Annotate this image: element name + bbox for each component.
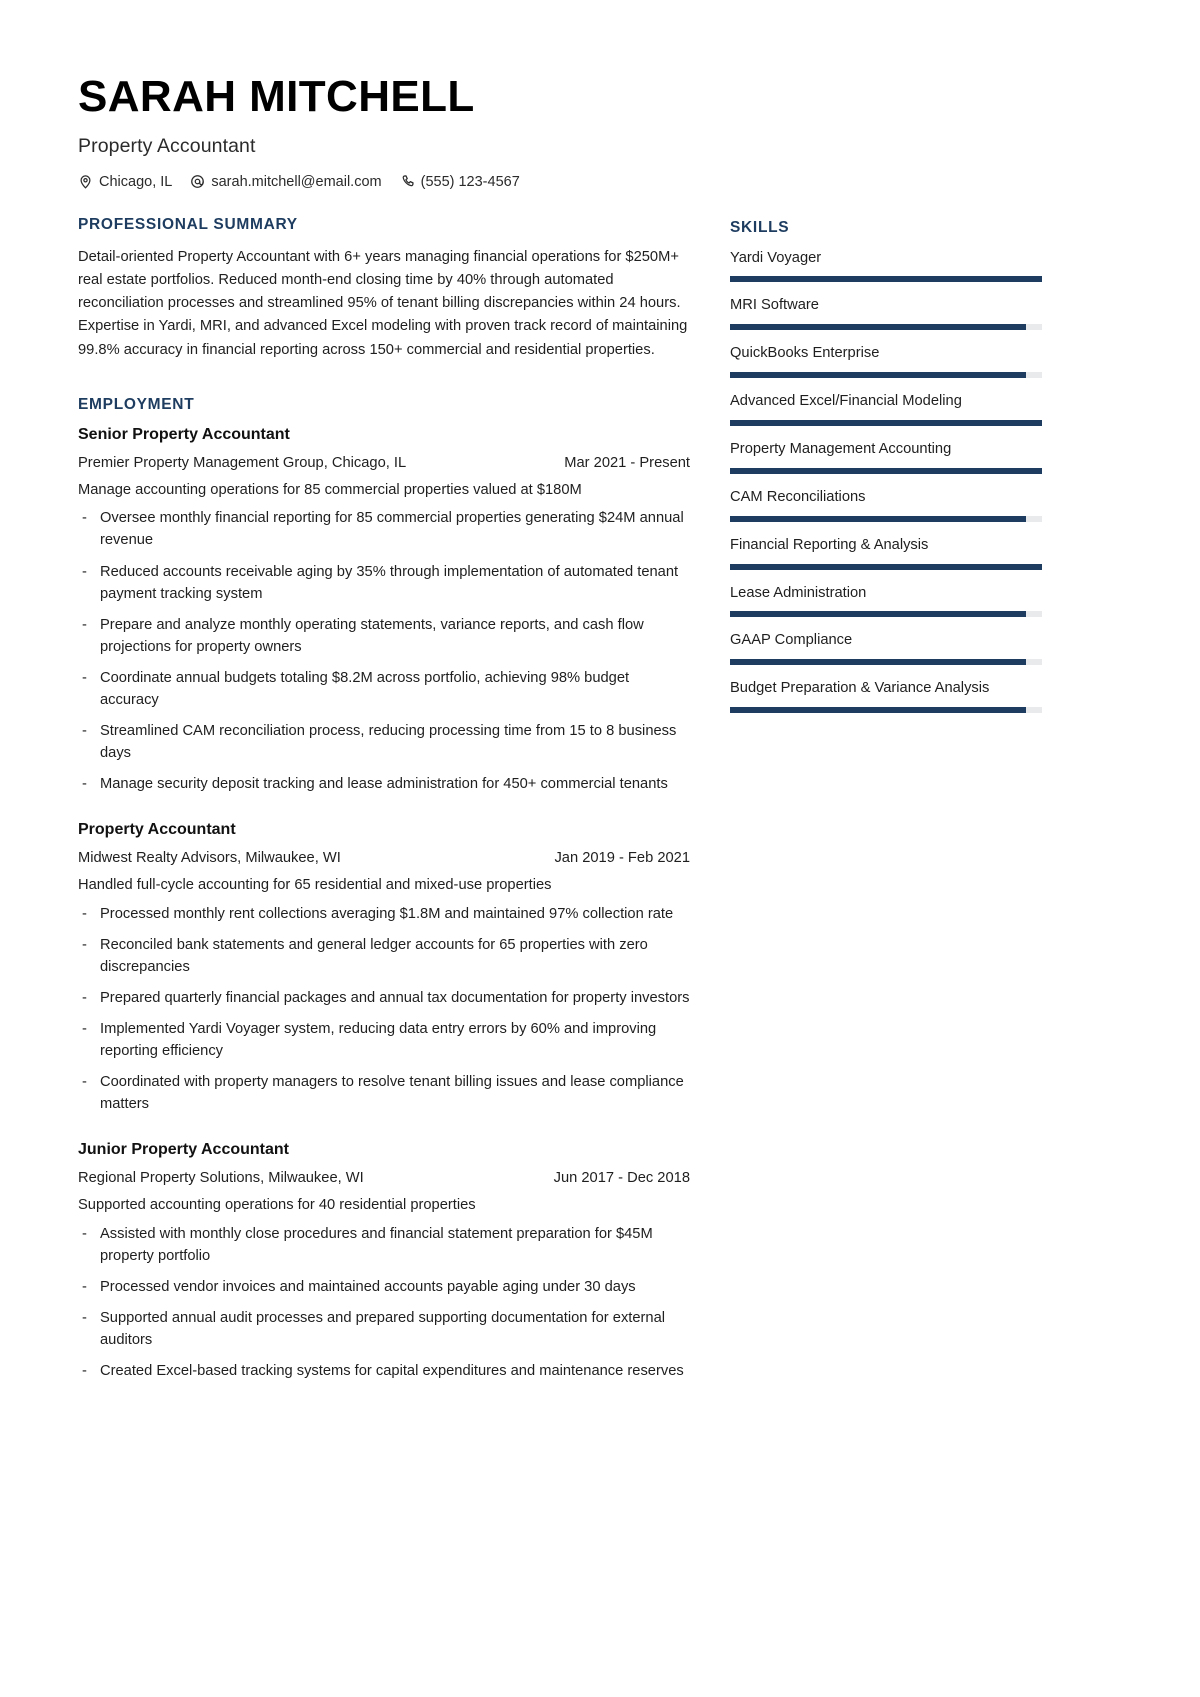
job-bullet: [78, 507, 690, 551]
skill-item: [730, 488, 1042, 522]
bullet-text: Supported annual audit processes and prepared supporting documentation for external auditors: [100, 1309, 666, 1348]
skill-level-bar: [730, 276, 1042, 282]
bullet-dash-icon: -: [82, 1278, 87, 1295]
bullet-text: Implemented Yardi Voyager system, reducing data entry errors by 60% and improving reporting efficiency: [100, 1020, 657, 1059]
skill-name: Advanced Excel/Financial Modeling: [730, 393, 962, 410]
job-bullet: [78, 987, 690, 1009]
skill-list: [730, 249, 1042, 713]
skill-level-bar: [730, 516, 1042, 522]
job-meta: [78, 1167, 690, 1189]
skill-level-bar: [730, 324, 1042, 330]
bullet-dash-icon: -: [82, 936, 87, 953]
skill-item: [730, 249, 1042, 283]
skill-item: [730, 584, 1042, 618]
bullet-text: Manage security deposit tracking and lease administration for 450+ commercial tenants: [100, 775, 668, 792]
job-bullet: [78, 1018, 690, 1062]
skill-level-bar: [730, 420, 1042, 426]
job-bullet-list: [78, 903, 690, 1115]
at-sign-icon: [190, 174, 205, 189]
skill-level-bar: [730, 611, 1042, 617]
skill-level-fill: [730, 468, 1042, 474]
right-column: [730, 216, 1042, 747]
candidate-name: SARAH MITCHELL: [78, 72, 475, 121]
skill-name: GAAP Compliance: [730, 632, 853, 649]
skill-name: MRI Software: [730, 297, 819, 314]
resume-body: [78, 216, 1122, 1382]
skill-name: Yardi Voyager: [730, 249, 822, 266]
bullet-dash-icon: -: [82, 989, 87, 1006]
location-pin-icon: [78, 174, 93, 189]
bullet-text: Processed vendor invoices and maintained accounts payable aging under 30 days: [100, 1278, 636, 1295]
skill-item: [730, 679, 1042, 713]
job-meta: [78, 452, 690, 474]
bullet-text: Oversee monthly financial reporting for 85 commercial properties generating $24M annual revenue: [100, 510, 684, 549]
job-bullet-list: [78, 507, 690, 795]
contact-phone[interactable]: [400, 174, 520, 190]
section-employment: [78, 396, 690, 1382]
contact-email[interactable]: [190, 174, 381, 190]
skill-level-fill: [730, 276, 1042, 282]
skill-level-fill: [730, 420, 1042, 426]
skill-item: [730, 392, 1042, 426]
job-bullet: [78, 561, 690, 605]
bullet-text: Prepare and analyze monthly operating statements, variance reports, and cash flow projections for property owners: [100, 616, 644, 655]
bullet-dash-icon: -: [82, 1309, 87, 1326]
job-bullet: [78, 667, 690, 711]
bullet-dash-icon: -: [82, 669, 87, 686]
job-entry: [78, 821, 690, 1115]
bullet-text: Coordinate annual budgets totaling $8.2M across portfolio, achieving 98% budget accuracy: [100, 669, 630, 708]
job-bullet: [78, 773, 690, 795]
skill-level-fill: [730, 516, 1026, 522]
section-professional-summary: [78, 216, 690, 362]
bullet-dash-icon: -: [82, 722, 87, 739]
job-summary: Manage accounting operations for 85 commercial properties valued at $180M: [78, 482, 582, 499]
email-text: sarah.mitchell@email.com: [211, 173, 382, 190]
section-heading-employment: EMPLOYMENT: [78, 395, 195, 413]
job-company: Regional Property Solutions, Milwaukee, WI: [78, 1169, 364, 1186]
job-bullet: [78, 614, 690, 658]
job-bullet: [78, 1276, 690, 1298]
skill-level-fill: [730, 659, 1026, 665]
job-bullet: [78, 934, 690, 978]
job-bullet-list: [78, 1223, 690, 1382]
left-column: [78, 216, 690, 1382]
section-skills: [730, 219, 1042, 713]
job-bullet: [78, 1360, 690, 1382]
bullet-dash-icon: -: [82, 1020, 87, 1037]
skill-name: Lease Administration: [730, 584, 867, 601]
job-entry: [78, 1141, 690, 1382]
skill-item: [730, 631, 1042, 665]
skill-level-bar: [730, 564, 1042, 570]
job-role: Junior Property Accountant: [78, 1140, 289, 1158]
skill-level-bar: [730, 659, 1042, 665]
job-bullet: [78, 720, 690, 764]
skill-item: [730, 344, 1042, 378]
job-list: [78, 426, 690, 1382]
bullet-dash-icon: -: [82, 775, 87, 792]
skill-level-bar: [730, 468, 1042, 474]
skill-item: [730, 296, 1042, 330]
skill-level-fill: [730, 707, 1026, 713]
bullet-text: Processed monthly rent collections averaging $1.8M and maintained 97% collection rate: [100, 905, 674, 922]
bullet-text: Coordinated with property managers to resolve tenant billing issues and lease compliance matters: [100, 1073, 684, 1112]
job-company: Premier Property Management Group, Chicago, IL: [78, 454, 407, 471]
bullet-dash-icon: -: [82, 1362, 87, 1379]
bullet-dash-icon: -: [82, 563, 87, 580]
bullet-text: Prepared quarterly financial packages and annual tax documentation for property investors: [100, 989, 690, 1006]
skill-level-fill: [730, 372, 1026, 378]
skill-level-bar: [730, 372, 1042, 378]
job-bullet: [78, 903, 690, 925]
skill-level-fill: [730, 564, 1042, 570]
job-bullet: [78, 1223, 690, 1267]
bullet-text: Reduced accounts receivable aging by 35% through implementation of automated tenant payment tracking system: [100, 563, 679, 602]
skill-level-fill: [730, 324, 1026, 330]
job-bullet: [78, 1071, 690, 1115]
bullet-dash-icon: -: [82, 1073, 87, 1090]
job-company: Midwest Realty Advisors, Milwaukee, WI: [78, 849, 341, 866]
contact-location: [78, 174, 172, 190]
section-heading-summary: PROFESSIONAL SUMMARY: [78, 215, 298, 233]
bullet-dash-icon: -: [82, 1225, 87, 1242]
job-dates: Jan 2019 - Feb 2021: [554, 849, 690, 866]
phone-text: (555) 123-4567: [420, 173, 520, 190]
job-role: Property Accountant: [78, 820, 236, 838]
job-dates: Jun 2017 - Dec 2018: [553, 1169, 690, 1186]
skill-name: CAM Reconciliations: [730, 488, 866, 505]
contact-row: [78, 174, 1122, 190]
job-meta: [78, 847, 690, 869]
bullet-dash-icon: -: [82, 616, 87, 633]
location-text: Chicago, IL: [99, 173, 173, 190]
job-bullet: [78, 1307, 690, 1351]
phone-icon: [400, 174, 415, 189]
skill-item: [730, 536, 1042, 570]
skill-name: QuickBooks Enterprise: [730, 345, 880, 362]
resume-header: [78, 74, 1122, 190]
bullet-text: Assisted with monthly close procedures and financial statement preparation for $45M property portfolio: [100, 1225, 653, 1264]
skill-item: [730, 440, 1042, 474]
skill-name: Budget Preparation & Variance Analysis: [730, 680, 990, 697]
skill-name: Property Management Accounting: [730, 441, 952, 457]
bullet-text: Reconciled bank statements and general ledger accounts for 65 properties with zero discrepancies: [100, 936, 648, 975]
job-entry: [78, 426, 690, 795]
skill-level-bar: [730, 707, 1042, 713]
summary-paragraph: Detail-oriented Property Accountant with 6+ years managing financial operations for $250M+ real estate portfolios. Reduced month-end closing time by 40% through automated reconciliation processes and streamlined 95% of tenant billing discrepancies within 24 hours. Expertise in Yardi, MRI, and advanced Excel modeling with proven track record of maintaining 99.8% accuracy in financial reporting across 150+ commercial and residential properties.: [78, 248, 688, 358]
job-dates: Mar 2021 - Present: [564, 454, 690, 471]
job-role: Senior Property Accountant: [78, 425, 290, 443]
bullet-dash-icon: -: [82, 510, 87, 527]
job-summary: Handled full-cycle accounting for 65 residential and mixed-use properties: [78, 877, 552, 894]
bullet-text: Streamlined CAM reconciliation process, reducing processing time from 15 to 8 business days: [100, 722, 677, 761]
section-heading-skills: SKILLS: [730, 218, 790, 236]
skill-name: Financial Reporting & Analysis: [730, 536, 929, 553]
skill-level-fill: [730, 611, 1026, 617]
bullet-text: Created Excel-based tracking systems for capital expenditures and maintenance reserves: [100, 1362, 684, 1379]
candidate-job-title: Property Accountant: [78, 134, 256, 157]
bullet-dash-icon: -: [82, 905, 87, 922]
job-summary: Supported accounting operations for 40 residential properties: [78, 1197, 476, 1214]
